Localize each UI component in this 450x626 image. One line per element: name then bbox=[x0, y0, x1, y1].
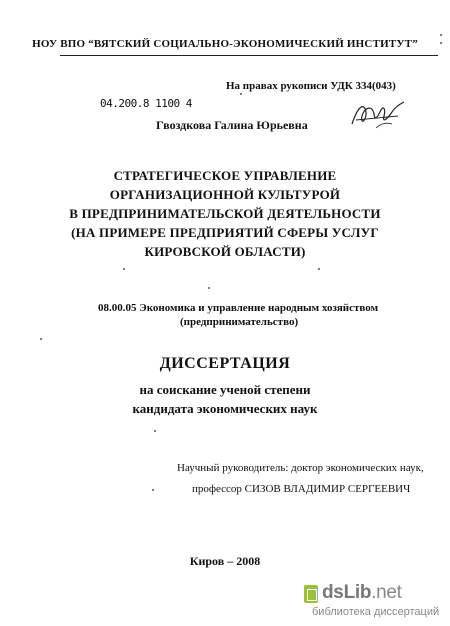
dissertation-heading: ДИССЕРТАЦИЯ bbox=[159, 355, 291, 372]
watermark-logo: dsLib.net bbox=[322, 582, 402, 603]
author-name: Гвоздкова Галина Юрьевна bbox=[156, 118, 308, 132]
title-line-4: (НА ПРИМЕРЕ ПРЕДПРИЯТИЙ СФЕРЫ УСЛУГ bbox=[71, 225, 379, 240]
book-icon bbox=[304, 585, 318, 603]
title-line-5: КИРОВСКОЙ ОБЛАСТИ) bbox=[144, 244, 306, 259]
dissertation-title bbox=[0, 166, 450, 261]
specialty-line-1: 08.00.05 Экономика и управление народным хозяйством bbox=[98, 302, 379, 314]
rights-udc: На правах рукописи УДК 334(043) bbox=[226, 80, 396, 92]
city-year: Киров – 2008 bbox=[189, 554, 261, 568]
degree-line-2: кандидата экономических наук bbox=[132, 401, 318, 416]
dslib-watermark bbox=[304, 580, 450, 626]
title-line-1: СТРАТЕГИЧЕСКОЕ УПРАВЛЕНИЕ bbox=[113, 168, 337, 183]
title-line-3: В ПРЕДПРИНИМАТЕЛЬСКОЙ ДЕЯТЕЛЬНОСТИ bbox=[69, 206, 381, 221]
header-rule bbox=[60, 55, 438, 56]
supervisor-line-2: профессор СИЗОВ ВЛАДИМИР СЕРГЕЕВИЧ bbox=[192, 483, 411, 495]
institution-name: НОУ ВПО “ВЯТСКИЙ СОЦИАЛЬНО-ЭКОНОМИЧЕСКИЙ ИНСТИТУТ” bbox=[32, 38, 418, 50]
archive-stamp-number: 04.200.8 1100 4 bbox=[100, 97, 192, 110]
signature-icon bbox=[348, 98, 408, 134]
specialty-code bbox=[98, 301, 378, 329]
supervisor-line-1: Научный руководитель: доктор экономических наук, bbox=[177, 462, 424, 474]
specialty-line-2: (предпринимательство) bbox=[180, 316, 299, 328]
watermark-caption: библиотека диссертаций bbox=[312, 606, 440, 618]
degree-description bbox=[0, 380, 450, 418]
degree-line-1: на соискание ученой степени bbox=[139, 382, 311, 397]
title-line-2: ОРГАНИЗАЦИОННОЙ КУЛЬТУРОЙ bbox=[109, 187, 341, 202]
